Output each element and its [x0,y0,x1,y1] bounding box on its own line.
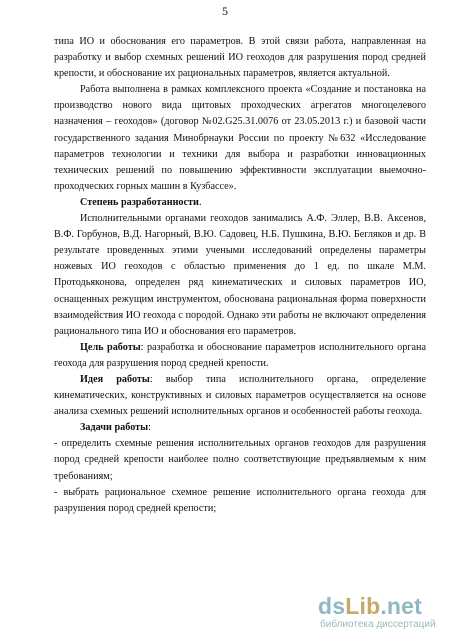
paragraph-development-degree-heading [54,195,426,211]
section-label: Задачи работы [80,422,149,434]
watermark [318,594,444,634]
paragraph-text: Работа выполнена в рамках комплексного проекта «Создание и постановка на производство нового вида щитовых проходческих агрегатов многоцелевого назначения – геоходов» (договор №02.G25.31.0076 от 23.05.2013 г.) и базовой части государственного задания Минобрнауки России по проекту №632 «Исследование параметров технологии и техники для выбора и разработки инновационных технических решений по повышению эффективности эксплуатации выемочно-проходческих горных машин в Кузбассе». [54,84,426,192]
task-item [54,436,426,484]
paragraph-text: - определить схемные решения исполнительных органов геоходов для разрушения пород средней крепости наиболее полно соответствующие предъявляемым к ним требованиям; [54,438,426,482]
watermark-caption: библиотека диссертаций [320,619,436,630]
paragraph-prior-research [54,211,426,340]
paragraph-text: Исполнительными органами геоходов занимались А.Ф. Эллер, В.В. Аксенов, В.Ф. Горбунов, В.Д. Нагорный, В.Ю. Садовец, Н.Б. Пушкина, В.Ю. Бегляков и др. В результате проведенных этими учеными исследований определены параметры ножевых ИО геоходов с областью применения до 1 ед. по шкале М.М. Протодьяконова, определен ряд кинематических и силовых параметров ИО, оснащенных режущим инструментом, обоснована рациональная форма поверхности взаимодействия ИО геохода с породой. Однако эти работы не включают определения рационального типа ИО и обоснования его параметров. [54,213,426,337]
task-item [54,485,426,517]
paragraph-text: : [148,422,151,434]
paragraph-relevance-end [54,34,426,82]
paragraph-project-info [54,82,426,195]
watermark-logo: dsLib.net [318,593,423,619]
page-number: 5 [222,4,228,18]
paragraph-idea [54,372,426,420]
paragraph-text: : разработка и обоснование параметров исполнительного органа геохода для разрушения пород средней крепости. [54,341,426,369]
section-label: Степень разработанности [80,196,199,208]
paragraph-tasks-heading [54,420,426,436]
paragraph-text: . [198,196,202,208]
paragraph-text: : выбор типа исполнительного органа, определение кинематических, конструктивных и силовых параметров осуществляется на основе анализа схемных решений исполнительных органов и особенностей работы геохода. [54,373,427,418]
body-text [54,34,426,517]
paragraph-text: типа ИО и обоснования его параметров. В этой связи работа, направленная на разработку и выбор схемных решений ИО геоходов для разрушения пород средней крепости, и обоснование их рациональных параметров, является актуальной. [54,36,426,80]
paragraph-goal [54,340,426,372]
paragraph-text: - выбрать рациональное схемное решение исполнительного органа геохода для разрушения пород средней крепости; [54,486,426,514]
section-label: Идея работы [80,373,150,385]
section-label: Цель работы [80,341,141,353]
